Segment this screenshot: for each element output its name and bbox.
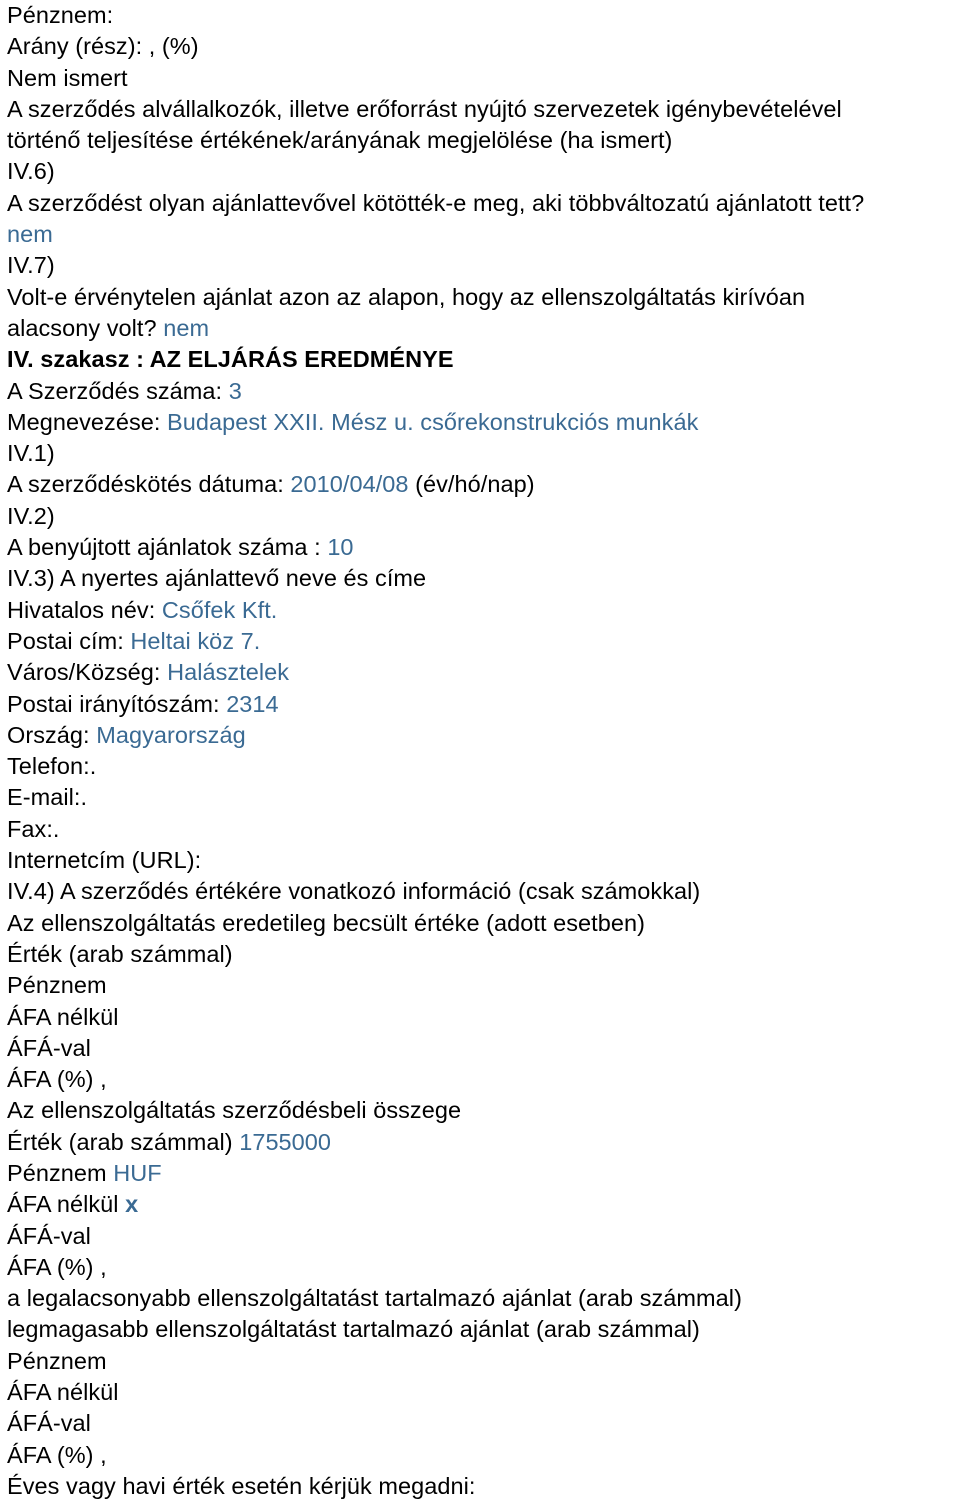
contract-currency-label: Pénznem (7, 1159, 107, 1186)
estimated-vat-rate-label: ÁFA (%) , (7, 1066, 107, 1093)
email-label: E-mail:. (7, 784, 88, 811)
contract-amount-heading: Az ellenszolgáltatás szerződésbeli összege (7, 1097, 462, 1124)
contract-date-row (7, 469, 952, 500)
low-price-label: alacsony volt? (7, 314, 157, 341)
annual-monthly-note: Éves vagy havi érték esetén kérjük megadni: (7, 1472, 476, 1499)
winner-heading: IV.3) A nyertes ajánlattevő neve és címe (7, 565, 427, 592)
section-iv-title: IV. szakasz : AZ ELJÁRÁS EREDMÉNYE (7, 346, 454, 373)
offers-count-row (7, 532, 952, 563)
city-label: Város/Község: (7, 659, 161, 686)
estimated-vat-excl-label: ÁFA nélkül (7, 1003, 119, 1030)
contract-number-row (7, 376, 952, 407)
section-iv2-heading: IV.2) (7, 502, 55, 529)
section-iv1-heading: IV.1) (7, 440, 55, 467)
contract-value-amount: 1755000 (239, 1128, 332, 1155)
contract-vat-rate-label: ÁFA (%) , (7, 1253, 107, 1280)
contract-vat-excl-label: ÁFA nélkül (7, 1191, 119, 1218)
postal-address-label: Postai cím: (7, 627, 124, 654)
url-label: Internetcím (URL): (7, 847, 202, 874)
postal-address-value: Heltai köz 7. (130, 627, 261, 654)
city-row (7, 657, 952, 688)
offer-vat-incl-label: ÁFÁ-val (7, 1410, 91, 1437)
contract-date-value: 2010/04/08 (290, 471, 409, 498)
contract-vat-incl-label: ÁFÁ-val (7, 1222, 91, 1249)
country-label: Ország: (7, 721, 90, 748)
section-iv4-heading: IV.4) A szerződés értékére vonatkozó információ (csak számokkal) (7, 878, 701, 905)
contract-date-format: (év/hó/nap) (415, 471, 535, 498)
official-name-row (7, 595, 952, 626)
section-iv6-heading: IV.6) (7, 158, 55, 185)
postal-code-label: Postai irányítószám: (7, 690, 220, 717)
subcontractor-text-2: történő teljesítése értékének/arányának megjelölése (ha ismert) (7, 127, 673, 154)
estimated-value-heading: Az ellenszolgáltatás eredetileg becsült értéke (adott esetben) (7, 909, 645, 936)
country-value: Magyarország (96, 721, 246, 748)
phone-label: Telefon:. (7, 753, 97, 780)
contract-vat-excl-mark: x (125, 1191, 139, 1218)
lowest-offer-label: a legalacsonyabb ellenszolgáltatást tartalmazó ajánlat (arab számmal) (7, 1285, 742, 1312)
currency-label: Pénznem: (7, 2, 114, 28)
variant-offer-answer: nem (7, 221, 53, 248)
country-row (7, 720, 952, 751)
subcontractor-text-1: A szerződés alvállalkozók, illetve erőforrást nyújtó szervezetek igénybevételével (7, 95, 842, 122)
offers-count-label: A benyújtott ajánlatok száma : (7, 534, 321, 561)
low-price-answer: nem (163, 314, 210, 341)
contract-name-value: Budapest XXII. Mész u. csőrekonstrukciós munkák (167, 408, 699, 435)
postal-code-value: 2314 (226, 690, 279, 717)
estimated-currency-label: Pénznem (7, 972, 107, 999)
official-name-value: Csőfek Kft. (161, 596, 278, 623)
estimated-vat-incl-label: ÁFÁ-val (7, 1034, 91, 1061)
offer-currency-label: Pénznem (7, 1347, 107, 1374)
ratio-label: Arány (rész): , (%) (7, 33, 199, 60)
low-price-question-1: Volt-e érvénytelen ajánlat azon az alapon, hogy az ellenszolgáltatás kirívóan (7, 283, 806, 310)
contract-vat-excl-row (7, 1189, 952, 1220)
contract-number-label: A Szerződés száma: (7, 377, 223, 404)
contract-name-label: Megnevezése: (7, 408, 161, 435)
contract-date-label: A szerződéskötés dátuma: (7, 471, 284, 498)
contract-name-row (7, 407, 952, 438)
postal-code-row (7, 689, 952, 720)
contract-value-row (7, 1127, 952, 1158)
unknown-text: Nem ismert (7, 64, 128, 91)
document-body (7, 0, 952, 1502)
city-value: Halásztelek (167, 659, 290, 686)
fax-label: Fax:. (7, 815, 60, 842)
postal-address-row (7, 626, 952, 657)
highest-offer-label: legmagasabb ellenszolgáltatást tartalmazó ajánlat (arab számmal) (7, 1316, 700, 1343)
low-price-question-2 (7, 313, 952, 344)
offers-count-value: 10 (327, 534, 354, 561)
contract-number-value: 3 (228, 377, 242, 404)
offer-vat-excl-label: ÁFA nélkül (7, 1379, 119, 1406)
section-iv7-heading: IV.7) (7, 252, 55, 279)
official-name-label: Hivatalos név: (7, 596, 156, 623)
offer-vat-rate-label: ÁFA (%) , (7, 1441, 107, 1468)
contract-currency-row (7, 1158, 952, 1189)
contract-value-label: Érték (arab számmal) (7, 1128, 233, 1155)
estimated-value-label: Érték (arab számmal) (7, 940, 233, 967)
contract-currency-value: HUF (113, 1159, 162, 1186)
variant-offer-question: A szerződést olyan ajánlattevővel kötötték-e meg, aki többváltozatú ajánlatott tett? (7, 189, 865, 216)
